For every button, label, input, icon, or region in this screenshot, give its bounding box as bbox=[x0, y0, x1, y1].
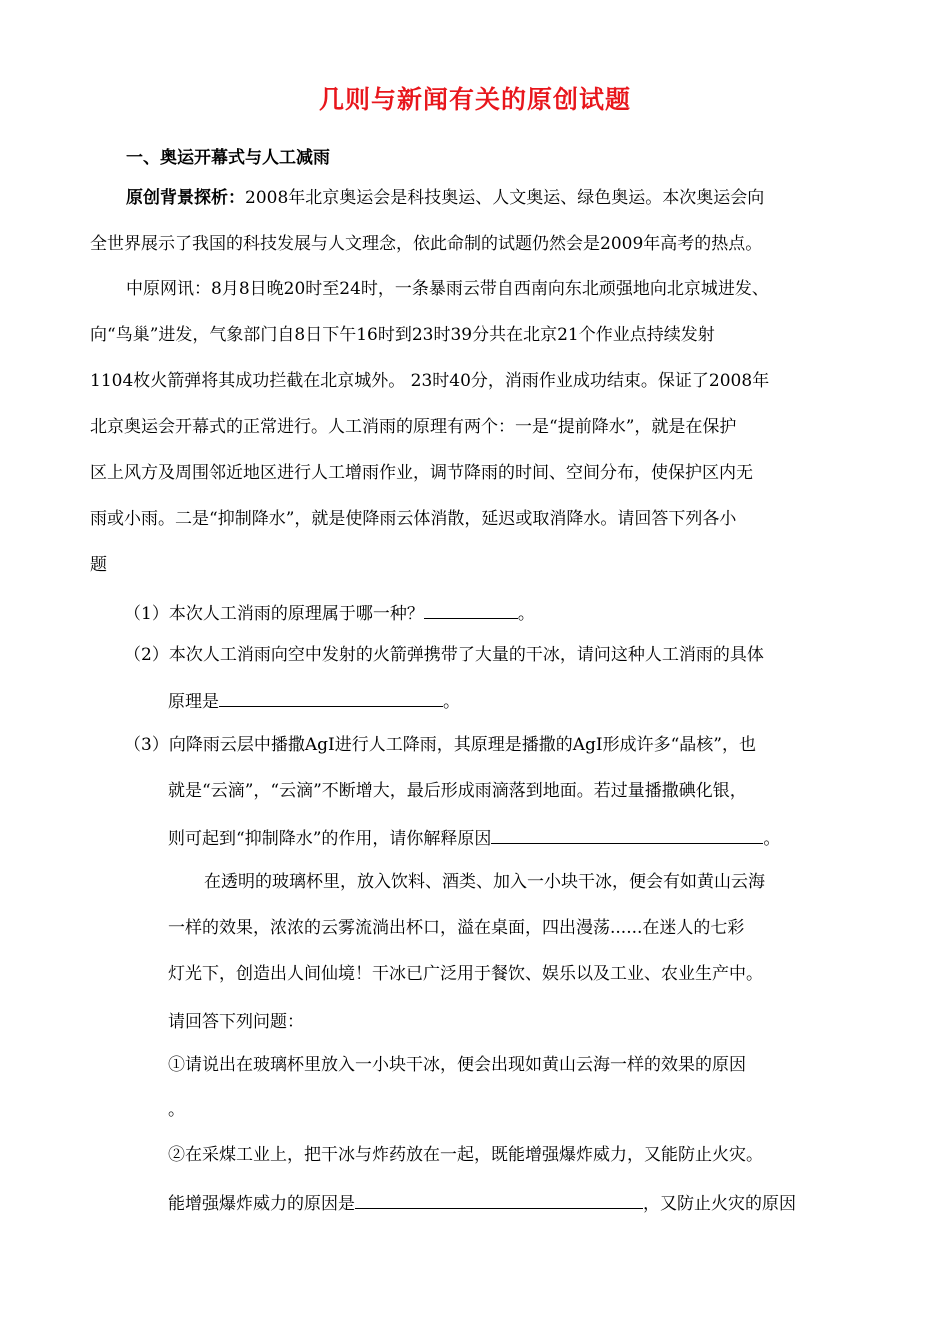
question-2-line-1: （2）本次人工消雨向空中发射的火箭弹携带了大量的干冰，请问这种人工消雨的具体 bbox=[124, 645, 764, 665]
question-3-line-3 bbox=[168, 825, 780, 851]
news-line: 北京奥运会开幕式的正常进行。人工消雨的原理有两个：一是“提前降水”，就是在保护 bbox=[90, 417, 737, 437]
question-1-text: （1）本次人工消雨的原理属于哪一种？ bbox=[124, 604, 424, 624]
news-line: 雨或小雨。二是“抑制降水”，就是使降雨云体消散，延迟或取消降水。请回答下列各小 bbox=[90, 509, 737, 529]
news-line: 向“鸟巢”进发，气象部门自8日下午16时到23时39分共在北京21个作业点持续发射 bbox=[90, 325, 715, 345]
question-a-line-1: ①请说出在玻璃杯里放入一小块干冰，便会出现如黄山云海一样的效果的原因 bbox=[168, 1055, 746, 1075]
answer-blank-3[interactable] bbox=[491, 825, 763, 844]
answer-blank-1[interactable] bbox=[424, 600, 518, 619]
question-a-line-2: 。 bbox=[168, 1100, 185, 1120]
answer-blank-2[interactable] bbox=[219, 688, 443, 707]
news-line: 中原网讯：8月8日晚20时至24时，一条暴雨云带自西南向东北顽强地向北京城进发、 bbox=[126, 279, 769, 299]
background-text: 2008年北京奥运会是科技奥运、人文奥运、绿色奥运。本次奥运会向 bbox=[245, 188, 765, 208]
dry-ice-paragraph-line: 请回答下列问题： bbox=[168, 1012, 304, 1032]
news-line: 区上风方及周围邻近地区进行人工增雨作业，调节降雨的时间、空间分布，使保护区内无 bbox=[90, 463, 753, 483]
background-line-1 bbox=[126, 186, 764, 210]
question-b-line-1: ②在采煤工业上，把干冰与炸药放在一起，既能增强爆炸威力，又能防止火灾。 bbox=[168, 1145, 763, 1165]
question-2-line-2 bbox=[168, 688, 460, 714]
page-title: 几则与新闻有关的原创试题 bbox=[318, 85, 631, 114]
question-b-text: 能增强爆炸威力的原因是 bbox=[168, 1194, 355, 1214]
background-line-2: 全世界展示了我国的科技发展与人文理念，依此命制的试题仍然会是2009年高考的热点。 bbox=[90, 234, 763, 254]
question-1-end: 。 bbox=[517, 604, 535, 624]
question-3-text: 则可起到“抑制降水”的作用，请你解释原因 bbox=[168, 829, 492, 849]
answer-blank-b[interactable] bbox=[355, 1190, 643, 1209]
news-line: 1104枚火箭弹将其成功拦截在北京城外。 23时40分，消雨作业成功结束。保证了2008年 bbox=[90, 371, 770, 391]
section-heading: 一、奥运开幕式与人工减雨 bbox=[126, 148, 330, 168]
question-b-line-2 bbox=[168, 1190, 796, 1216]
question-3-line-2: 就是“云滴”，“云滴”不断增大，最后形成雨滴落到地面。若过量播撒碘化银， bbox=[168, 781, 747, 801]
dry-ice-paragraph-line: 在透明的玻璃杯里，放入饮料、酒类、加入一小块干冰，便会有如黄山云海 bbox=[204, 872, 765, 892]
question-1 bbox=[124, 600, 535, 626]
question-2-end: 。 bbox=[443, 692, 460, 712]
background-label: 原创背景探析： bbox=[126, 188, 245, 208]
dry-ice-paragraph-line: 灯光下，创造出人间仙境！干冰已广泛用于餐饮、娱乐以及工业、农业生产中。 bbox=[168, 964, 763, 984]
dry-ice-paragraph-line: 一样的效果，浓浓的云雾流淌出杯口，溢在桌面，四出漫荡......在迷人的七彩 bbox=[168, 918, 745, 938]
question-3-line-1: （3）向降雨云层中播撒AgI进行人工降雨，其原理是播撒的AgI形成许多“晶核”，也 bbox=[124, 735, 756, 755]
question-3-end: 。 bbox=[763, 829, 781, 849]
question-b-text-end: ，又防止火灾的原因 bbox=[643, 1194, 796, 1214]
news-line: 题 bbox=[90, 555, 107, 575]
question-2-text: 原理是 bbox=[168, 692, 219, 712]
